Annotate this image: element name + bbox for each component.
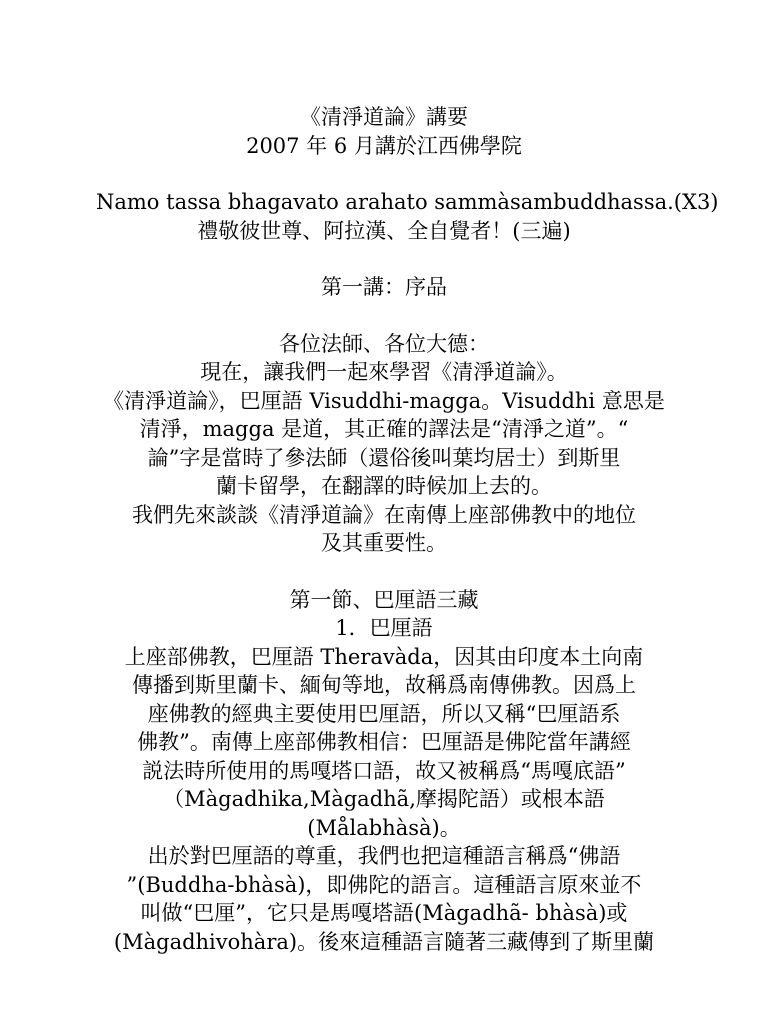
section-paragraph [96, 643, 672, 957]
text-line: 各位法師、各位大德： [279, 331, 489, 356]
text-line: (Målabhàsà)。 [307, 815, 461, 840]
text-line: (Màgadhivohàra)。後來這種語言隨著三藏傳到了斯里蘭 [113, 929, 655, 954]
text-line: 出於對巴厘語的尊重，我們也把這種語言稱爲“佛語 [147, 844, 621, 868]
text-line: 叫做“巴厘”，它只是馬嘎塔語(Màgadhã- bhàsà)或 [140, 901, 628, 925]
intro-paragraph [96, 330, 672, 558]
text-line: 論”字是當時了參法師（還俗後叫葉均居士）到斯里 [147, 445, 621, 470]
homage-chinese: 禮敬彼世尊、阿拉漢、全自覺者！(三遍) [197, 218, 571, 243]
text-line: 蘭卡留學，在翻譯的時候加上去的。 [216, 474, 552, 498]
spacer [96, 245, 672, 273]
spacer [96, 558, 672, 586]
text-line: 及其重要性。 [321, 531, 447, 555]
lecture-title: 第一講：序品 [321, 275, 447, 299]
text-line: ”(Buddha-bhàsà)，即佛陀的語言。這種語言原來並不 [126, 872, 642, 897]
document-subtitle: 2007 年 6 月講於江西佛學院 [246, 133, 522, 158]
section-subtitle: 1．巴厘語 [335, 616, 433, 640]
spacer [96, 302, 672, 330]
text-line: 《清淨道論》，巴厘語 Visuddhi-magga。Visuddhi 意思是 [103, 388, 665, 413]
text-line: 座佛教的經典主要使用巴厘語，所以又稱“巴厘語系 [147, 701, 621, 726]
text-line: 現在，讓我們一起來學習《清淨道論》。 [200, 360, 568, 384]
text-line: 説法時所使用的馬嘎塔口語，故又被稱爲“馬嘎底語” [142, 758, 626, 783]
section-title: 第一節、巴厘語三藏 [289, 587, 479, 612]
text-line: 佛教”。南傳上座部佛教相信：巴厘語是佛陀當年講經 [137, 730, 631, 754]
document-title: 《清淨道論》講要 [300, 105, 468, 129]
homage-pali: Namo tassa bhagavato arahato sammàsambuddhassa.(X3) [96, 190, 719, 214]
text-line: （Màgadhika,Màgadhã,摩揭陀語）或根本語 [163, 787, 605, 811]
text-line: 上座部佛教，巴厘語 Theravàda，因其由印度本土向南 [124, 644, 644, 669]
spacer [96, 160, 672, 188]
text-line: 傳播到斯里蘭卡、緬甸等地，故稱爲南傳佛教。因爲上 [132, 673, 636, 697]
document-page [96, 103, 719, 956]
text-line: 我們先來談談《清淨道論》在南傳上座部佛教中的地位 [132, 502, 636, 527]
text-line: 清淨，magga 是道，其正確的譯法是“清淨之道”。“ [139, 417, 629, 441]
